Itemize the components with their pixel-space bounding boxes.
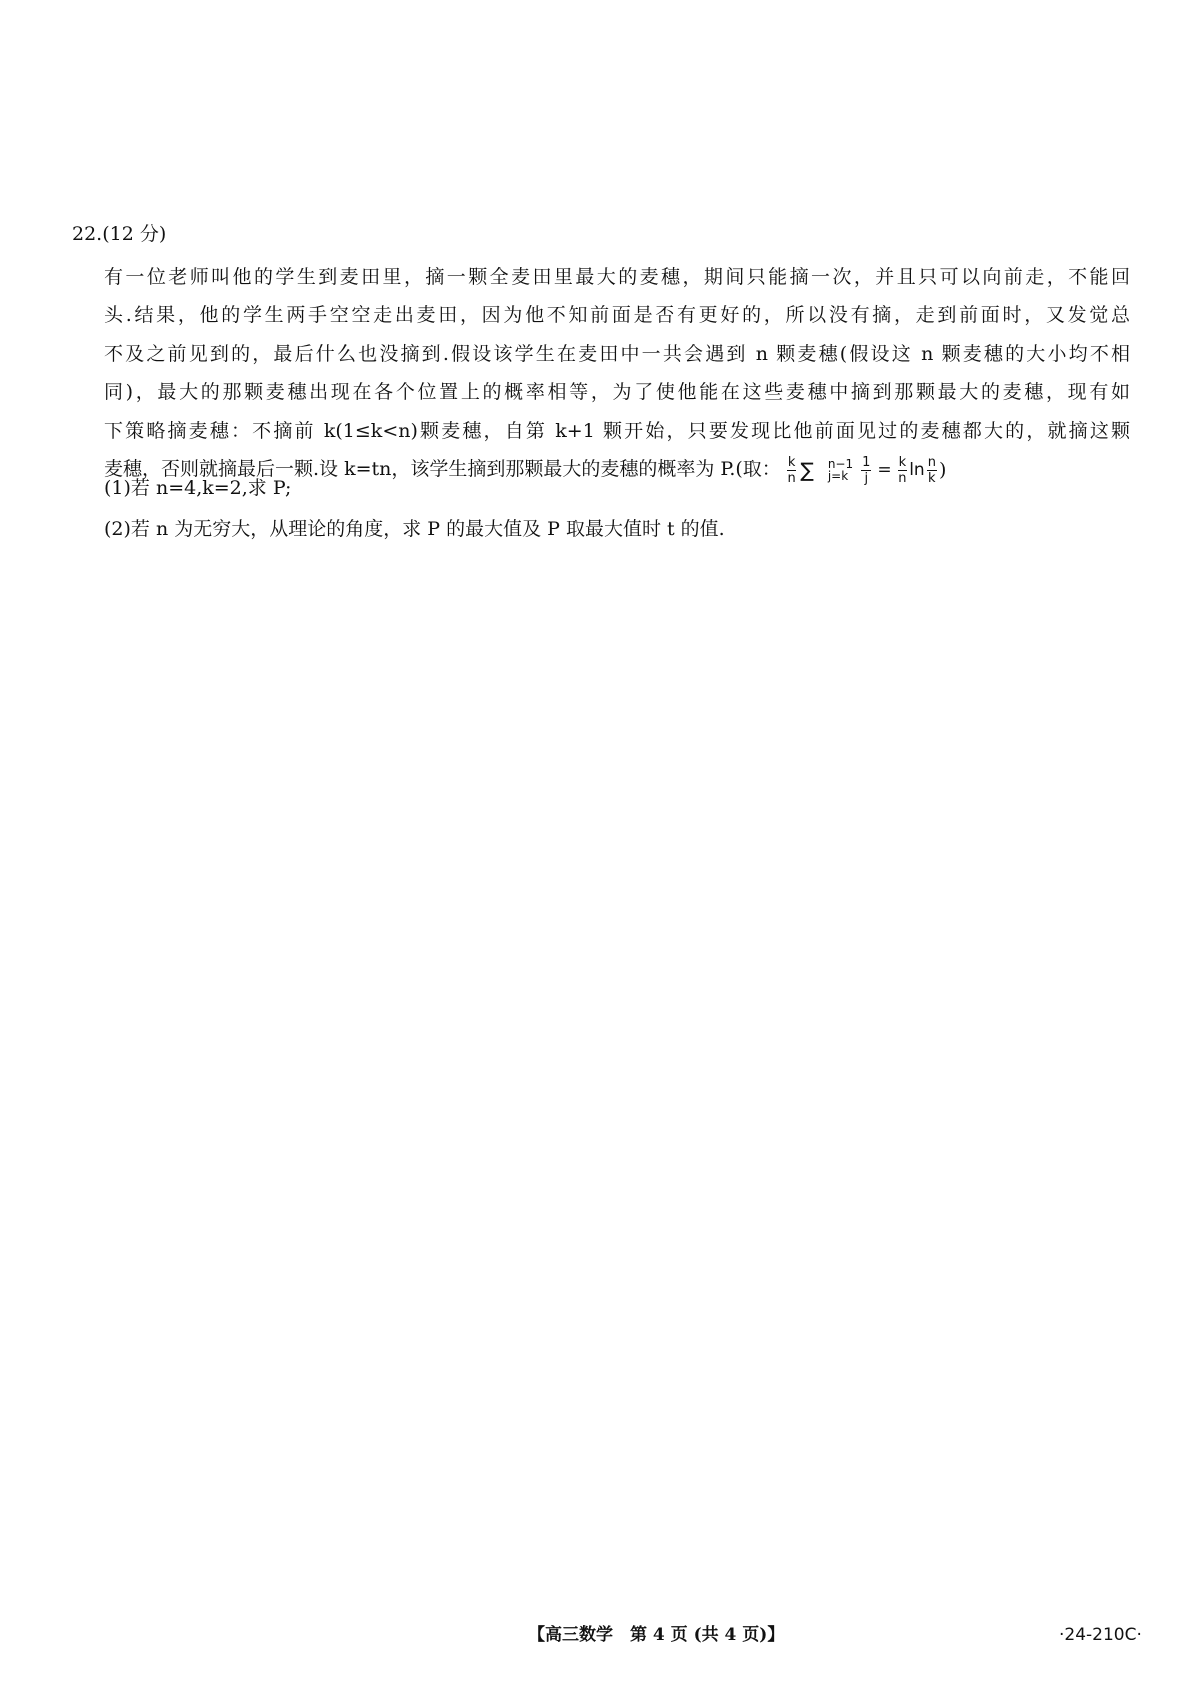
body-line-2: 头.结果，他的学生两手空空走出麦田，因为他不知前面是否有更好的，所以没有摘，走到前面时，又发觉总 (104, 304, 1130, 327)
sum-symbol: ∑ (800, 458, 814, 483)
sum-lower-limit: j=k (827, 469, 849, 484)
footer-label: 【高三数学 第 4 页 (共 4 页)】 (528, 1625, 785, 1645)
rhs-denominator: n (898, 470, 907, 486)
closing-paren: ) (938, 458, 947, 481)
question-body (104, 258, 1130, 488)
sub-question-1: (1)若 n=4,k=2,求 P; (104, 477, 292, 499)
summation-formula (785, 456, 947, 485)
lead-fraction (787, 456, 797, 485)
page-footer (528, 1622, 784, 1648)
term-numerator: 1 (862, 454, 871, 470)
sum-limits (828, 458, 853, 482)
ln-argument-denominator: k (928, 470, 936, 486)
lead-denominator: n (787, 470, 796, 486)
term-denominator: j (864, 470, 869, 486)
body-line-4: 同)，最大的那颗麦穗出现在各个位置上的概率相等，为了使他能在这些麦穗中摘到那颗最大的麦穗，现有如 (104, 381, 1130, 404)
rhs-numerator: k (898, 454, 907, 470)
equals-sign: = (877, 459, 892, 480)
rhs-fraction (898, 456, 908, 485)
sum-upper-limit: n−1 (827, 457, 854, 472)
body-line-6-text: 麦穗，否则就摘最后一颗.设 k=tn，该学生摘到那颗最大的麦穗的概率为 P.(取： (104, 458, 781, 481)
ln-argument-numerator: n (927, 454, 936, 470)
ln-argument-fraction (927, 456, 937, 485)
sub-question-2: (2)若 n 为无穷大，从理论的角度，求 P 的最大值及 P 取最大值时 t 的值. (104, 518, 725, 540)
ln-function: ln (909, 459, 925, 480)
body-line-3: 不及之前见到的，最后什么也没摘到.假设该学生在麦田中一共会遇到 n 颗麦穗(假设这 n 颗麦穗的大小均不相 (104, 342, 1130, 365)
body-line-1: 有一位老师叫他的学生到麦田里，摘一颗全麦田里最大的麦穗，期间只能摘一次，并且只可以向前走，不能回 (104, 266, 1130, 288)
exam-code: ·24-210C· (1059, 1625, 1142, 1645)
body-line-5: 下策略摘麦穗：不摘前 k(1≤k<n)颗麦穗，自第 k+1 颗开始，只要发现比他前面见过的麦穗都大的，就摘这颗 (104, 419, 1130, 442)
question-number: 22.(12 分) (72, 223, 167, 245)
lead-numerator: k (787, 454, 796, 470)
term-fraction (861, 456, 871, 485)
